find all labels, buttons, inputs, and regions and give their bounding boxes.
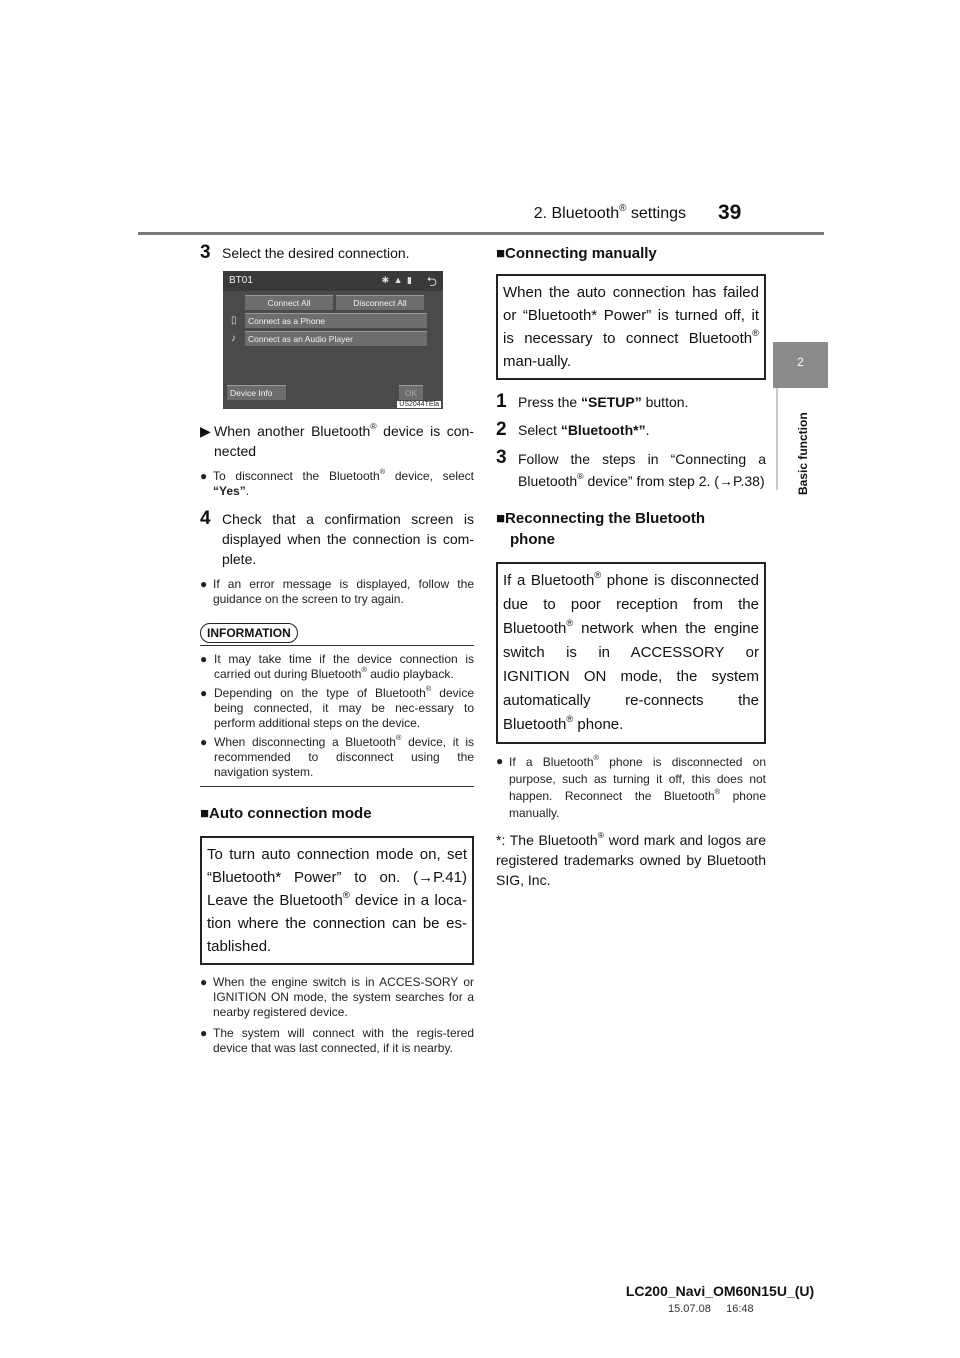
connect-as-audio-player-button: Connect as an Audio Player: [245, 331, 427, 346]
disconnect-all-button: Disconnect All: [336, 295, 424, 310]
chapter-tab: 2: [773, 342, 828, 388]
bullet-icon: ●: [200, 735, 208, 749]
header-rule: [138, 232, 824, 235]
back-arrow-icon: ⮌: [426, 274, 437, 289]
left-column: [200, 243, 474, 1056]
manual-step-1: 1 Press the “SETUP” button.: [496, 391, 689, 412]
reconnecting-heading-cont: phone: [510, 531, 555, 548]
manual-id: LC200_Navi_OM60N15U_(U): [625, 1283, 815, 1299]
trademark-footnote: *: The Bluetooth® word mark and logos are registered trademarks owned by Bluetooth SIG, Inc.: [496, 830, 766, 888]
info-item-3: ● When disconnecting a Bluetooth® device, it is recommended to disconnect using the navigation system.: [200, 733, 474, 779]
status-icons: ✱ ▲ ▮: [381, 275, 413, 285]
bullet-icon: ●: [496, 754, 504, 768]
reconnecting-box: If a Bluetooth® phone is disconnected due to poor reception from the Bluetooth® network when the engine switch is in ACCESSORY or IGNITION ON mode, the system automatically re-connects the Bluetooth® phone.: [496, 562, 766, 744]
bullet-auto-last-connected: ● The system will connect with the regis-tered device that was last connected, if it is nearby.: [200, 1026, 474, 1055]
page-number: 39: [718, 201, 742, 224]
info-item-1: ● It may take time if the device connection is carried out during Bluetooth® audio playback.: [200, 652, 474, 681]
reconnecting-heading: ■Reconnecting the Bluetooth: [496, 510, 706, 527]
running-header: 2. Bluetooth® settings: [533, 202, 686, 222]
information-block: [200, 623, 474, 787]
bullet-auto-search: ● When the engine switch is in ACCES-SORY or IGNITION ON mode, the system searches for a nearby registered device.: [200, 975, 474, 1019]
phone-icon: ▯: [231, 315, 237, 326]
information-badge: INFORMATION: [200, 623, 298, 643]
connect-as-phone-button: Connect as a Phone: [245, 313, 427, 328]
chapter-tab-line: [776, 388, 778, 490]
step-4-check-confirmation: 4 Check that a confirmation screen is displayed when the connection is com-plete.: [200, 508, 474, 567]
manual-step-2: 2 Select “Bluetooth*”.: [496, 419, 650, 440]
bullet-error-message: ● If an error message is displayed, follow the guidance on the screen to try again.: [200, 577, 474, 606]
manual-step-3: 3 Follow the steps in “Connecting a Bluetooth® device” from step 2. (→P.38): [496, 447, 766, 489]
bullet-icon: ●: [200, 577, 208, 591]
music-note-icon: ♪: [231, 333, 236, 344]
info-item-2: ● Depending on the type of Bluetooth® device being connected, it may be nec-essary to perform additional steps on the device.: [200, 684, 474, 730]
bullet-icon: ●: [200, 469, 208, 483]
chapter-label: Basic function: [796, 412, 810, 495]
screen-title: BT01: [229, 275, 253, 286]
bullet-reconnect-manually: ● If a Bluetooth® phone is disconnected on purpose, such as turning it off, this does not happen. Reconnect the Bluetooth® phone manually.: [496, 753, 767, 820]
bullet-icon: ●: [200, 652, 208, 666]
bullet-icon: ●: [200, 686, 208, 700]
bullet-disconnect: ● To disconnect the Bluetooth® device, select “Yes”.: [200, 467, 474, 498]
image-code: US2044TEla: [399, 401, 439, 408]
print-timestamp: 15.07.08 16:48: [668, 1303, 754, 1315]
bullet-icon: ●: [200, 1026, 208, 1040]
connecting-manually-box: When the auto connection has failed or “Bluetooth* Power” is turned off, it is necessary to connect Bluetooth® man-ually.: [496, 274, 766, 380]
triangle-arrow-icon: ▶: [200, 423, 211, 439]
ok-button: OK: [399, 385, 423, 400]
auto-connection-box: To turn auto connection mode on, set “Bluetooth* Power” to on. (→P.41) Leave the Bluetooth® device in a loca-tion where the connection can be es-tablished.: [200, 836, 474, 965]
bullet-icon: ●: [200, 975, 208, 989]
connecting-manually-heading: ■Connecting manually: [496, 245, 657, 262]
connection-screen-image: [223, 271, 443, 409]
auto-connection-heading: ■Auto connection mode: [200, 805, 372, 822]
connect-all-button: Connect All: [245, 295, 333, 310]
step-3-select-connection: 3 Select the desired connection.: [200, 242, 410, 263]
right-column: [496, 243, 766, 890]
when-another-device-connected: ▶ When another Bluetooth® device is con-nected: [200, 421, 474, 459]
device-info-button: Device Info: [227, 385, 286, 400]
